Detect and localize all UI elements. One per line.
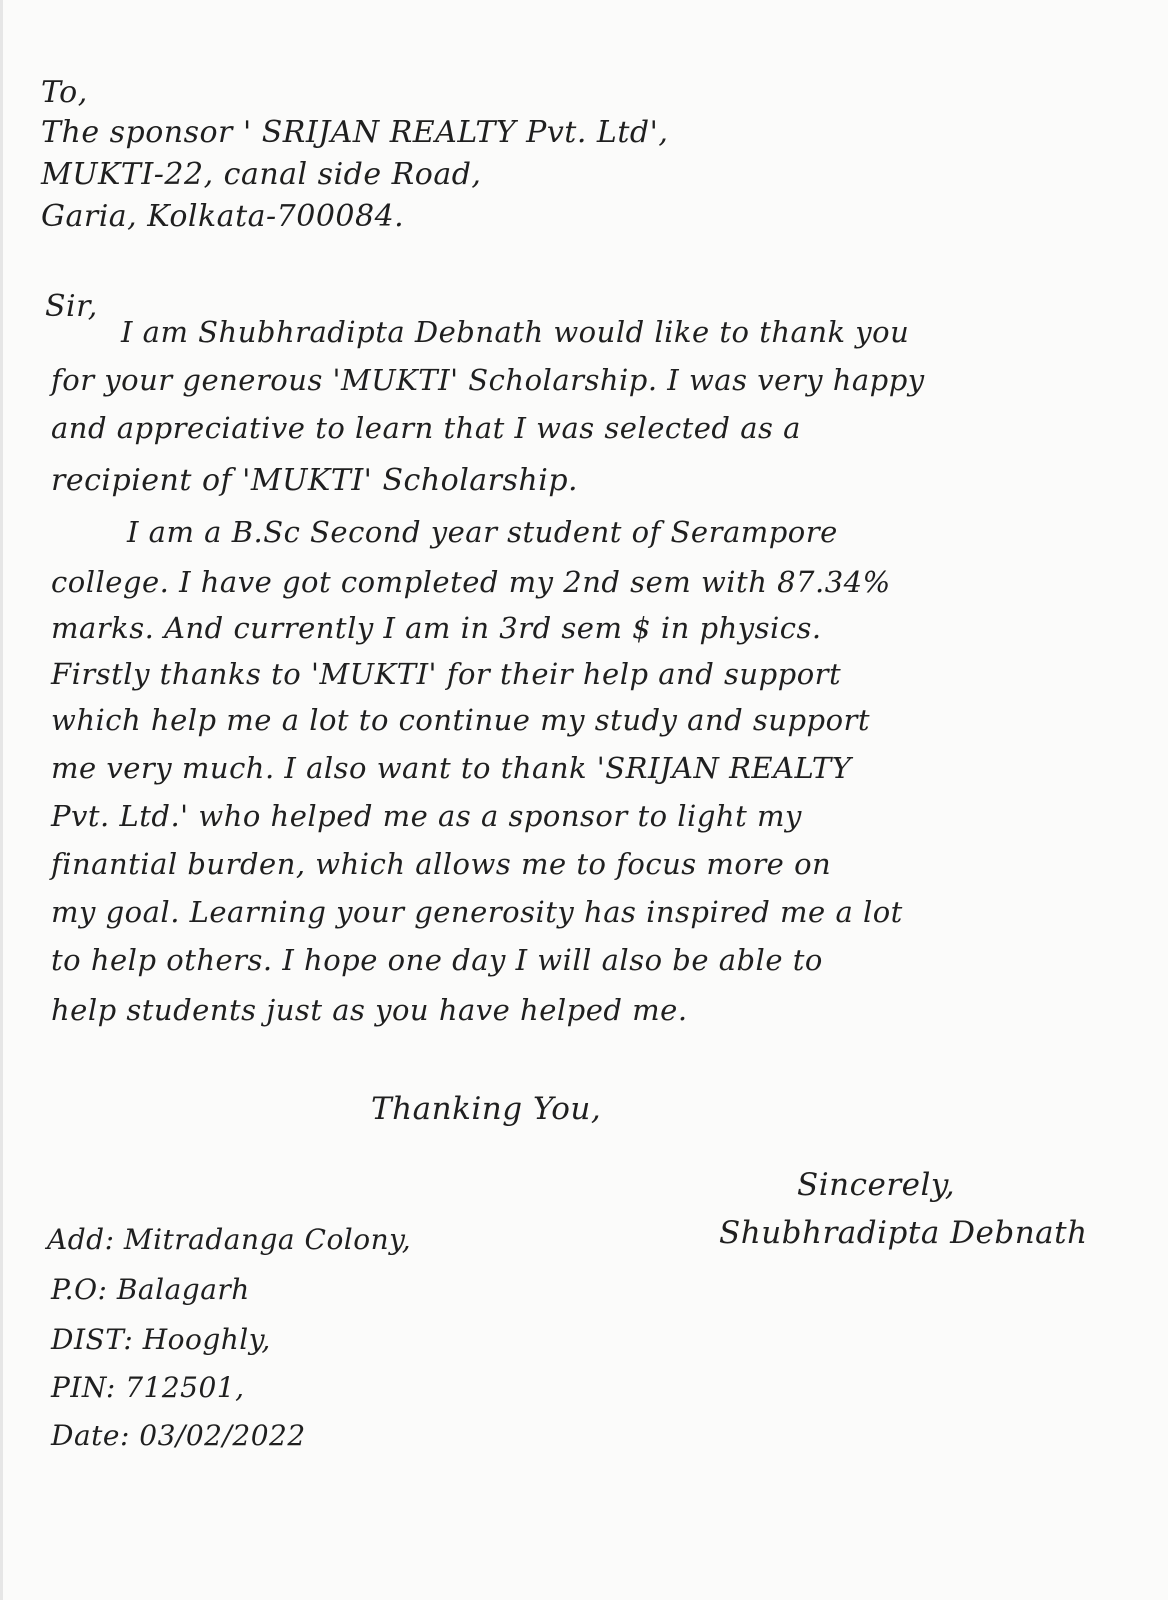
body-line-12: finantial burden, which allows me to focus more on (51, 847, 832, 881)
sender-date: Date: 03/02/2022 (51, 1419, 306, 1452)
sender-address-line-2: P.O: Balagarh (51, 1273, 250, 1306)
sender-address-line-3: DIST: Hooghly, (51, 1323, 271, 1356)
body-line-13: my goal. Learning your generosity has inspired me a lot (51, 895, 903, 929)
recipient-line-2: The sponsor ' SRIJAN REALTY Pvt. Ltd', (41, 115, 669, 150)
recipient-line-4: Garia, Kolkata-700084. (41, 199, 405, 234)
body-line-2: for your generous 'MUKTI' Scholarship. I was very happy (51, 363, 925, 397)
recipient-line-3: MUKTI-22, canal side Road, (41, 157, 482, 192)
sender-address-line-4: PIN: 712501, (51, 1371, 245, 1404)
body-line-4: recipient of 'MUKTI' Scholarship. (51, 463, 579, 498)
body-line-14: to help others. I hope one day I will also be able to (51, 943, 823, 977)
body-line-3: and appreciative to learn that I was selected as a (51, 411, 801, 445)
body-line-15: help students just as you have helped me. (51, 993, 688, 1027)
body-line-10: me very much. I also want to thank 'SRIJAN REALTY (51, 751, 852, 785)
body-line-11: Pvt. Ltd.' who helped me as a sponsor to light my (51, 799, 802, 833)
signature: Shubhradipta Debnath (719, 1215, 1088, 1251)
body-line-7: marks. And currently I am in 3rd sem $ in physics. (51, 611, 822, 645)
body-line-5: I am a B.Sc Second year student of Serampore (127, 515, 838, 549)
signoff: Sincerely, (797, 1167, 956, 1203)
recipient-line-1: To, (41, 75, 88, 110)
body-line-6: college. I have got completed my 2nd sem with 87.34% (51, 565, 891, 599)
closing: Thanking You, (371, 1091, 602, 1127)
sender-address-line-1: Add: Mitradanga Colony, (47, 1223, 412, 1256)
body-line-1: I am Shubhradipta Debnath would like to thank you (121, 315, 910, 349)
body-line-9: which help me a lot to continue my study and support (51, 703, 871, 737)
body-line-8: Firstly thanks to 'MUKTI' for their help and support (51, 657, 842, 691)
salutation: Sir, (45, 289, 98, 324)
